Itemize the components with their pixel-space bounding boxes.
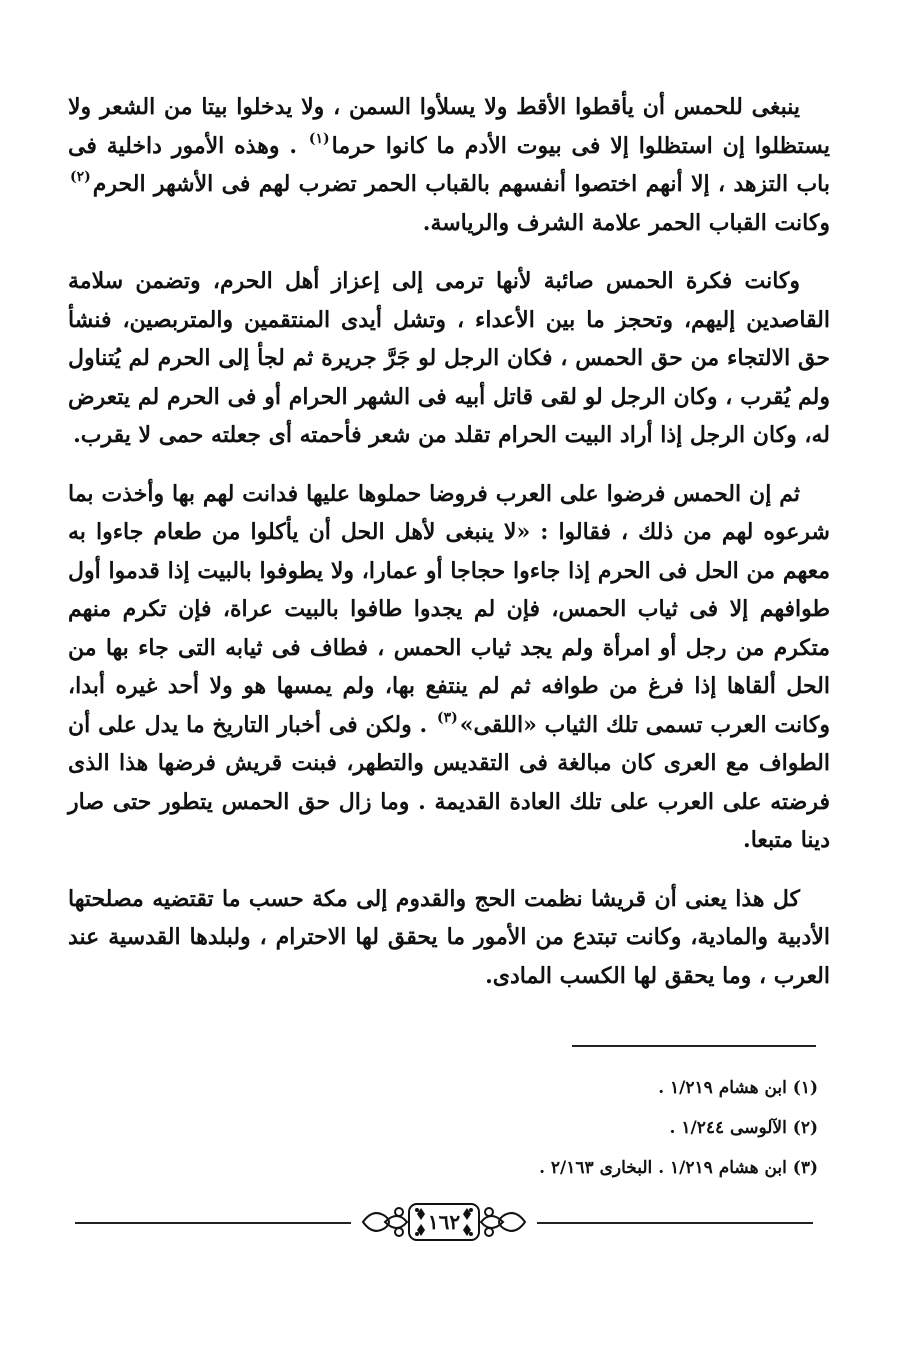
footnote-separator	[572, 1045, 816, 1047]
footer-rule-right	[537, 1222, 813, 1224]
footnotes	[400, 1068, 818, 1188]
footnote-2: (٢) الآلوسى ١/٢٤٤ .	[669, 1118, 818, 1138]
paragraph-1: ينبغى للحمس أن يأقطوا الأقط ولا يسلأوا السمن ، ولا يدخلوا بيتا من الشعر ولا يستظلوا إن استظلوا إلا فى بيوت الأدم ما كانوا حرما$^{(١)}$ . وهذه الأمور داخلية فى باب التزهد ، إلا أنهم اختصوا أنفسهم بالقباب الحمر تضرب لهم فى الأشهر الحرم$^{(٢)}$ وكانت القباب الحمر علامة الشرف والرياسة.	[68, 94, 830, 236]
paragraph-2: وكانت فكرة الحمس صائبة لأنها ترمى إلى إعزاز أهل الحرم، وتضمن سلامة القاصدين إليهم، وتحجز ما بين الأعداء ، وتشل أيدى المنتقمين والمتربصين، فنشأ حق الالتجاء من حق الحمس ، فكان الرجل لو جَرَّ جريرة ثم لجأ إلى الحرم لم يُتناول ولم يُقرب ، وكان الرجل لو لقى قاتل أبيه فى الشهر الحرام أو فى الحرم لم يتعرض له، وكان الرجل إذا أراد البيت الحرام تقلد من شعر فأحمته أى جعلته حمى لا يقرب.	[68, 268, 830, 448]
page-number: ١٦٢	[427, 1210, 461, 1234]
body-text	[68, 88, 830, 1015]
footnote-ref-3: (٣)	[437, 709, 458, 726]
footnote-ref-2: (٢)	[70, 169, 91, 185]
footnote-1: (١) ابن هشام ١/٢١٩ .	[658, 1078, 818, 1098]
footer-rule-left	[75, 1222, 351, 1224]
footnote-ref-1: (١)	[308, 130, 330, 147]
paragraph-4: كل هذا يعنى أن قريشا نظمت الحج والقدوم إلى مكة حسب ما تقتضيه مصلحتها الأدبية والمادية، وكانت تبتدع من الأمور ما يحقق لها الاحترام ، ولبلدها القدسية عند العرب ، وما يحقق لها الكسب المادى.	[68, 885, 830, 989]
paragraph-3: ثم إن الحمس فرضوا على العرب فروضا حملوها عليها فدانت لهم بها وأخذت بما شرعوه لهم من ذلك ، فقالوا : «لا ينبغى لأهل الحل أن يأكلوا من طعام جاءوا به معهم من الحل فى الحرم إذا جاءوا حجاجا أو عمارا، ولا يطوفوا بالبيت إذا قدموا أول طوافهم إلا فى ثياب الحمس، فإن لم يجدوا طافوا بالبيت عراة، فإن تكرم منهم متكرم من رجل أو امرأة ولم يجد ثياب الحمس ، فطاف فى ثيابه التى جاء بها من الحل ألقاها إذا فرغ من طوافه ثم لم ينتفع بها، ولم يمسها هو ولا أحد غيره أبدا، وكانت العرب تسمى تلك الثياب «اللقى»$^{(٣)}$ . ولكن فى أخبار التاريخ ما يدل على أن الطواف مع العرى كان مبالغة فى التقديس والتطهر، فبنت قريش فرضها هذا الذى فرضته على العرب على تلك العادة القديمة . وما زال حق الحمس يتطور حتى صار دينا متبعا.	[68, 480, 830, 853]
footnote-3: (٣) ابن هشام ١/٢١٩ . البخارى ٢/١٦٣ .	[539, 1158, 818, 1178]
page-footer	[75, 1200, 813, 1244]
